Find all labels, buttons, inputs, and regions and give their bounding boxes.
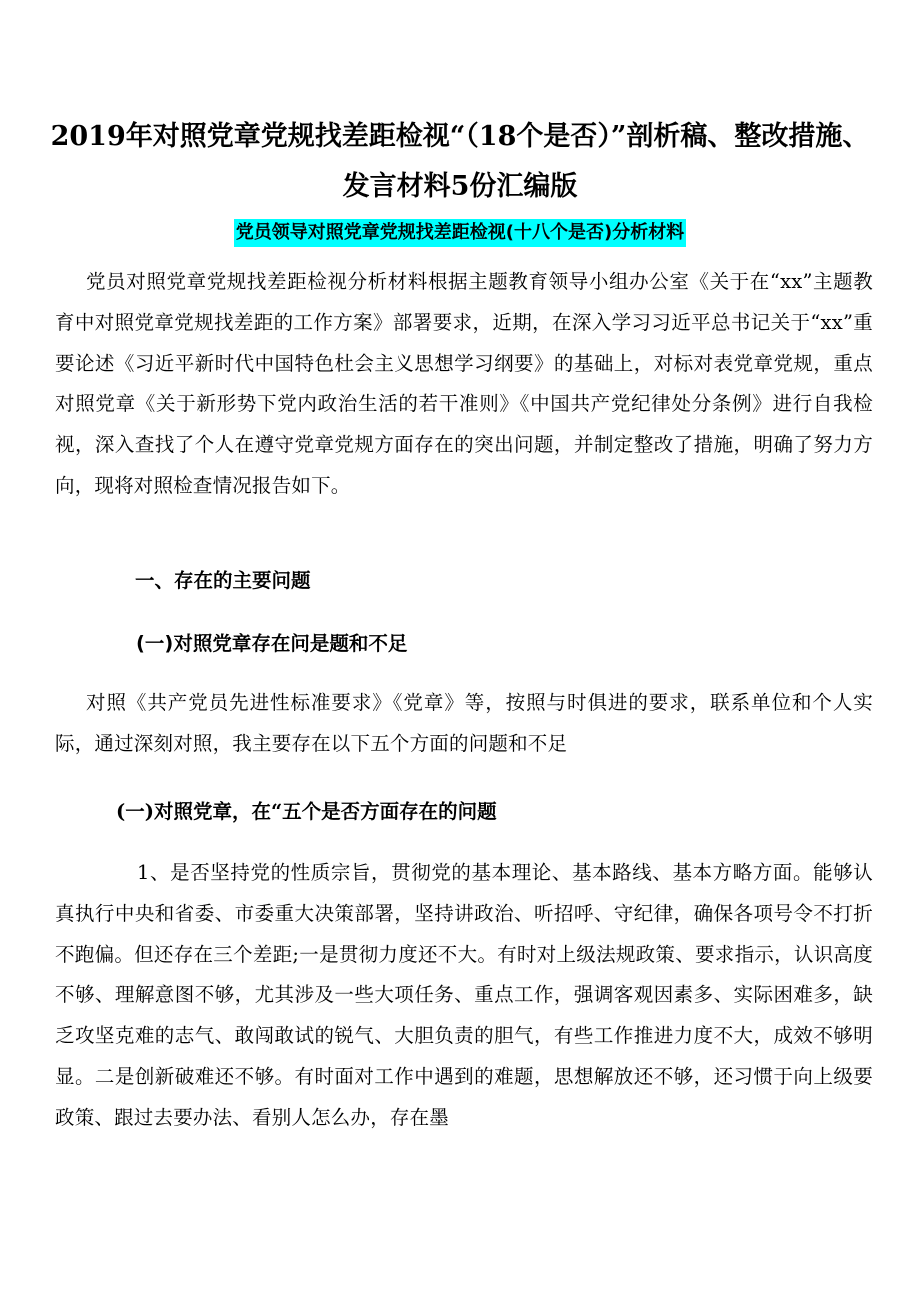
intro-paragraph: 党员对照党章党规找差距检视分析材料根据主题教育领导小组办公室《关于在“xx”主题教育中对照党章党规找差距的工作方案》部署要求，近期，在深入学习习近平总书记关于“xx”重要论述《习近平新时代中国特色杜会主义思想学习纲要》的基础上，对标对表党章党规，重点对照党章《关于新形势下党内政治生活的若干准则》《中国共产党纪律处分条例》进行自我检视，深入查找了个人在遵守党章党规方面存在的突出问题，并制定整改了措施，明确了努力方向，现将对照检查情况报告如下。 [55,270,873,497]
document-title: 2019年对照党章党规找差距检视“（18个是否）”剖析稿、整改措施、发言材料5份汇编版 [50,121,870,202]
item-heading-five-whethers: (一)对照党章，在“五个是否方面存在的问题 [116,800,497,823]
highlighted-subtitle: 党员领导对照党章党规找差距检视(十八个是否)分析材料 [234,219,686,247]
subtitle-container [0,219,920,247]
subsection-heading-party-constitution: (一)对照党章存在问是题和不足 [136,632,408,655]
item-1-paragraph: 1、是否坚持党的性质宗旨，贯彻党的基本理论、基本路线、基本方略方面。能够认真执行中央和省委、市委重大决策部署，坚持讲政治、听招呼、守纪律，确保各项号令不打折不跑偏。但还存在三个差距;一是贯彻力度还不大。有时对上级法规政策、要求指示，认识高度不够、理解意图不够，尤其涉及一些大项任务、重点工作，强调客观因素多、实际困难多，缺乏攻坚克难的志气、敢闯敢试的锐气、大胆负责的胆气，有些工作推进力度不大，成效不够明显。二是创新破难还不够。有时面对工作中遇到的难题，思想解放还不够，还习惯于向上级要政策、跟过去要办法、看别人怎么办，存在墨 [55,861,873,1129]
compare-paragraph: 对照《共产党员先进性标准要求》《党章》等，按照与时俱进的要求，联系单位和个人实际，通过深刻对照，我主要存在以下五个方面的问题和不足 [55,691,873,755]
section-heading-main-problems: 一、存在的主要问题 [135,569,311,592]
